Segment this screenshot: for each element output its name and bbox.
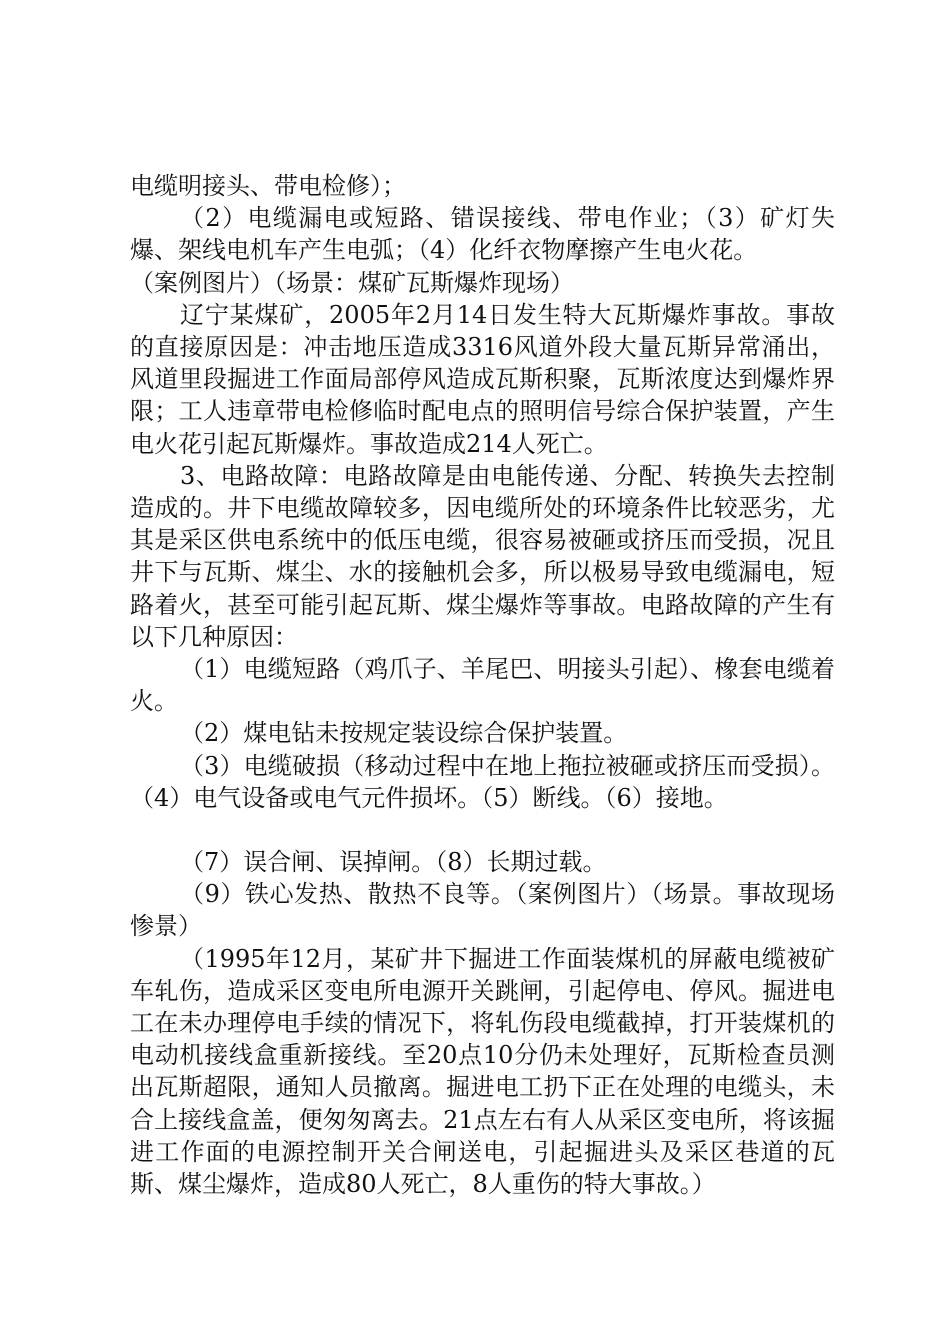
paragraph-fault-item-2: （2）煤电钻未按规定装设综合保护装置。 (180, 719, 628, 748)
paragraph-fault-items-7-8: （7）误合闸、误掉闸。（8）长期过载。 (180, 848, 607, 877)
paragraph-liaoning-case: 辽宁某煤矿，2005年2月14日发生特大瓦斯爆炸事故。事故的直接原因是：冲击地压造成3316风道外段大量瓦斯异常涌出，风道里段掘进工作面局部停风造成瓦斯积聚，瓦斯浓度达到爆炸界限；工人违章带电检修临时配电点的照明信号综合保护装置，产生电火花引起瓦斯爆炸。事故造成214人死亡。 (130, 300, 835, 458)
document-body (130, 170, 835, 1200)
paragraph-fault-item-1: （1）电缆短路（鸡爪子、羊尾巴、明接头引起）、橡套电缆着火。 (130, 655, 835, 716)
paragraph-1995-case: （1995年12月，某矿井下掘进工作面装煤机的屏蔽电缆被矿车轧伤，造成采区变电所电源开关跳闸，引起停电、停风。掘进电工在未办理停电手续的情况下，将轧伤段电缆截掉，打开装煤机的电动机接线盒重新接线。至20点10分仍未处理好，瓦斯检查员测出瓦斯超限，通知人员撤离。掘进电工扔下正在处理的电缆头，未合上接线盒盖，便匆匆离去。21点左右有人从采区变电所，将该掘进工作面的电源控制开关合闸送电，引起掘进头及采区巷道的瓦斯、煤尘爆炸，造成80人死亡，8人重伤的特大事故。） (130, 944, 835, 1199)
paragraph-circuit-fault: 3、电路故障：电路故障是由电能传递、分配、转换失去控制造成的。井下电缆故障较多，因电缆所处的环境条件比较恶劣，尤其是采区供电系统中的低压电缆，很容易被砸或挤压而受损，况且井下与瓦斯、煤尘、水的接触机会多，所以极易导致电缆漏电，短路着火，甚至可能引起瓦斯、煤尘爆炸等事故。电路故障的产生有以下几种原因： (130, 461, 835, 651)
paragraph-case-image-note-1: （案例图片）（场景：煤矿瓦斯爆炸现场） (130, 268, 574, 297)
paragraph-causes-2-4: （2）电缆漏电或短路、错误接线、带电作业；（3）矿灯失爆、架线电机车产生电弧；（4）化纤衣物摩擦产生电火花。 (130, 204, 835, 265)
paragraph-cable-joint: 电缆明接头、带电检修）； (130, 172, 406, 200)
paragraph-fault-item-9: （9）铁心发热、散热不良等。（案例图片）（场景。事故现场惨景） (130, 880, 835, 941)
paragraph-fault-items-3-6: （3）电缆破损（移动过程中在地上拖拉被砸或挤压而受损）。（4）电气设备或电气元件损坏。（5）断线。（6）接地。 (130, 751, 835, 812)
blank-line (130, 814, 835, 846)
